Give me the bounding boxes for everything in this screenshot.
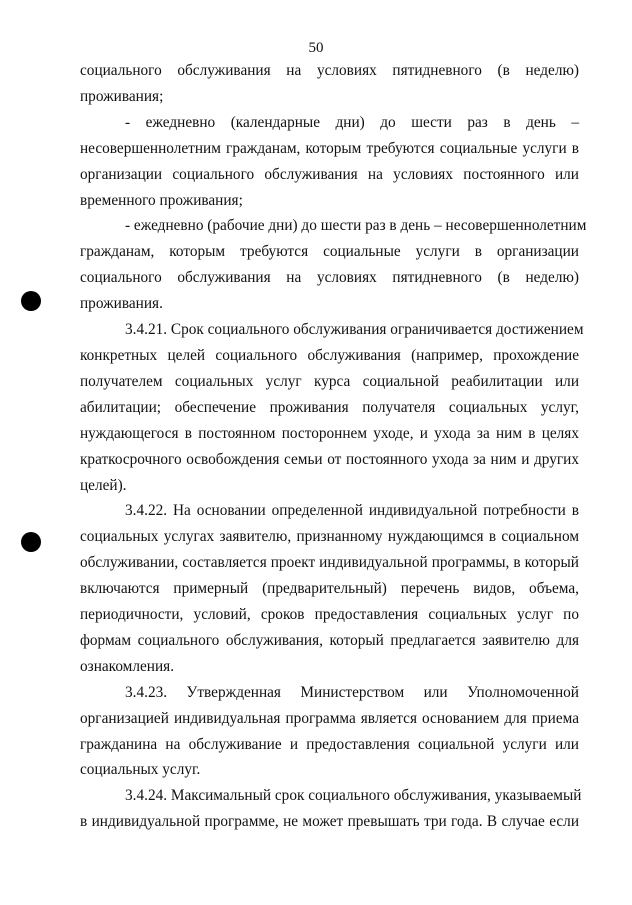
text-line: периодичности, условий, сроков предоставления социальных услуг по bbox=[80, 606, 579, 624]
text-line: социального обслуживания на условиях пятидневного (в неделю) bbox=[80, 62, 579, 79]
text-line: 3.4.23. Утвержденная Министерством или Уполномоченной bbox=[125, 683, 579, 701]
text-line: социальных услуг. bbox=[80, 761, 201, 779]
text-line: несовершеннолетним гражданам, которым требуются социальные услуги в bbox=[80, 139, 579, 157]
page-number: 50 bbox=[308, 40, 324, 56]
punch-hole-top bbox=[21, 291, 41, 311]
text-line: целей). bbox=[80, 476, 127, 494]
text-line: абилитации; обеспечение проживания получателя социальных услуг, bbox=[80, 398, 579, 416]
text-line: гражданина на обслуживание и предоставления социальной услуги или bbox=[80, 735, 579, 753]
text-line: формам социального обслуживания, который предлагается заявителю для bbox=[80, 631, 579, 649]
text-line: временного проживания; bbox=[80, 191, 243, 209]
text-line: краткосрочного освобождения семьи от постоянного ухода за ним и других bbox=[80, 450, 579, 468]
text-line: социальных услугах заявителю, признанному нуждающимся в социальном bbox=[80, 528, 579, 546]
text-line: 3.4.24. Максимальный срок социального обслуживания, указываемый bbox=[125, 787, 582, 805]
punch-hole-bottom bbox=[21, 532, 41, 552]
text-line: включаются примерный (предварительный) перечень видов, объема, bbox=[80, 580, 579, 598]
text-line: проживания; bbox=[80, 87, 164, 105]
text-line: социального обслуживания на условиях пятидневного (в неделю) bbox=[80, 269, 579, 287]
text-line: обслуживании, составляется проект индивидуальной программы, в который bbox=[80, 554, 579, 572]
text-line: конкретных целей социального обслуживания (например, прохождение bbox=[80, 346, 579, 364]
text-line: организацией индивидуальная программа является основанием для приема bbox=[80, 709, 579, 727]
text-line: - ежедневно (рабочие дни) до шести раз в день – несовершеннолетним bbox=[125, 217, 587, 235]
text-line: гражданам, которым требуются социальные услуги в организации bbox=[80, 243, 579, 261]
text-line: в индивидуальной программе, не может превышать три года. В случае если bbox=[80, 813, 579, 831]
text-line: нуждающегося в постоянном постороннем уходе, и ухода за ним в целях bbox=[80, 424, 579, 442]
text-line: получателем социальных услуг курса социальной реабилитации или bbox=[80, 372, 579, 390]
text-line: проживания. bbox=[80, 295, 163, 313]
text-line: 3.4.21. Срок социального обслуживания ограничивается достижением bbox=[125, 321, 584, 339]
document-body bbox=[80, 58, 587, 835]
text-line: ознакомления. bbox=[80, 657, 175, 675]
text-line: - ежедневно (календарные дни) до шести раз в день – bbox=[125, 113, 579, 131]
text-line: организации социального обслуживания на условиях постоянного или bbox=[80, 165, 579, 183]
text-line: 3.4.22. На основании определенной индивидуальной потребности в bbox=[125, 502, 579, 520]
